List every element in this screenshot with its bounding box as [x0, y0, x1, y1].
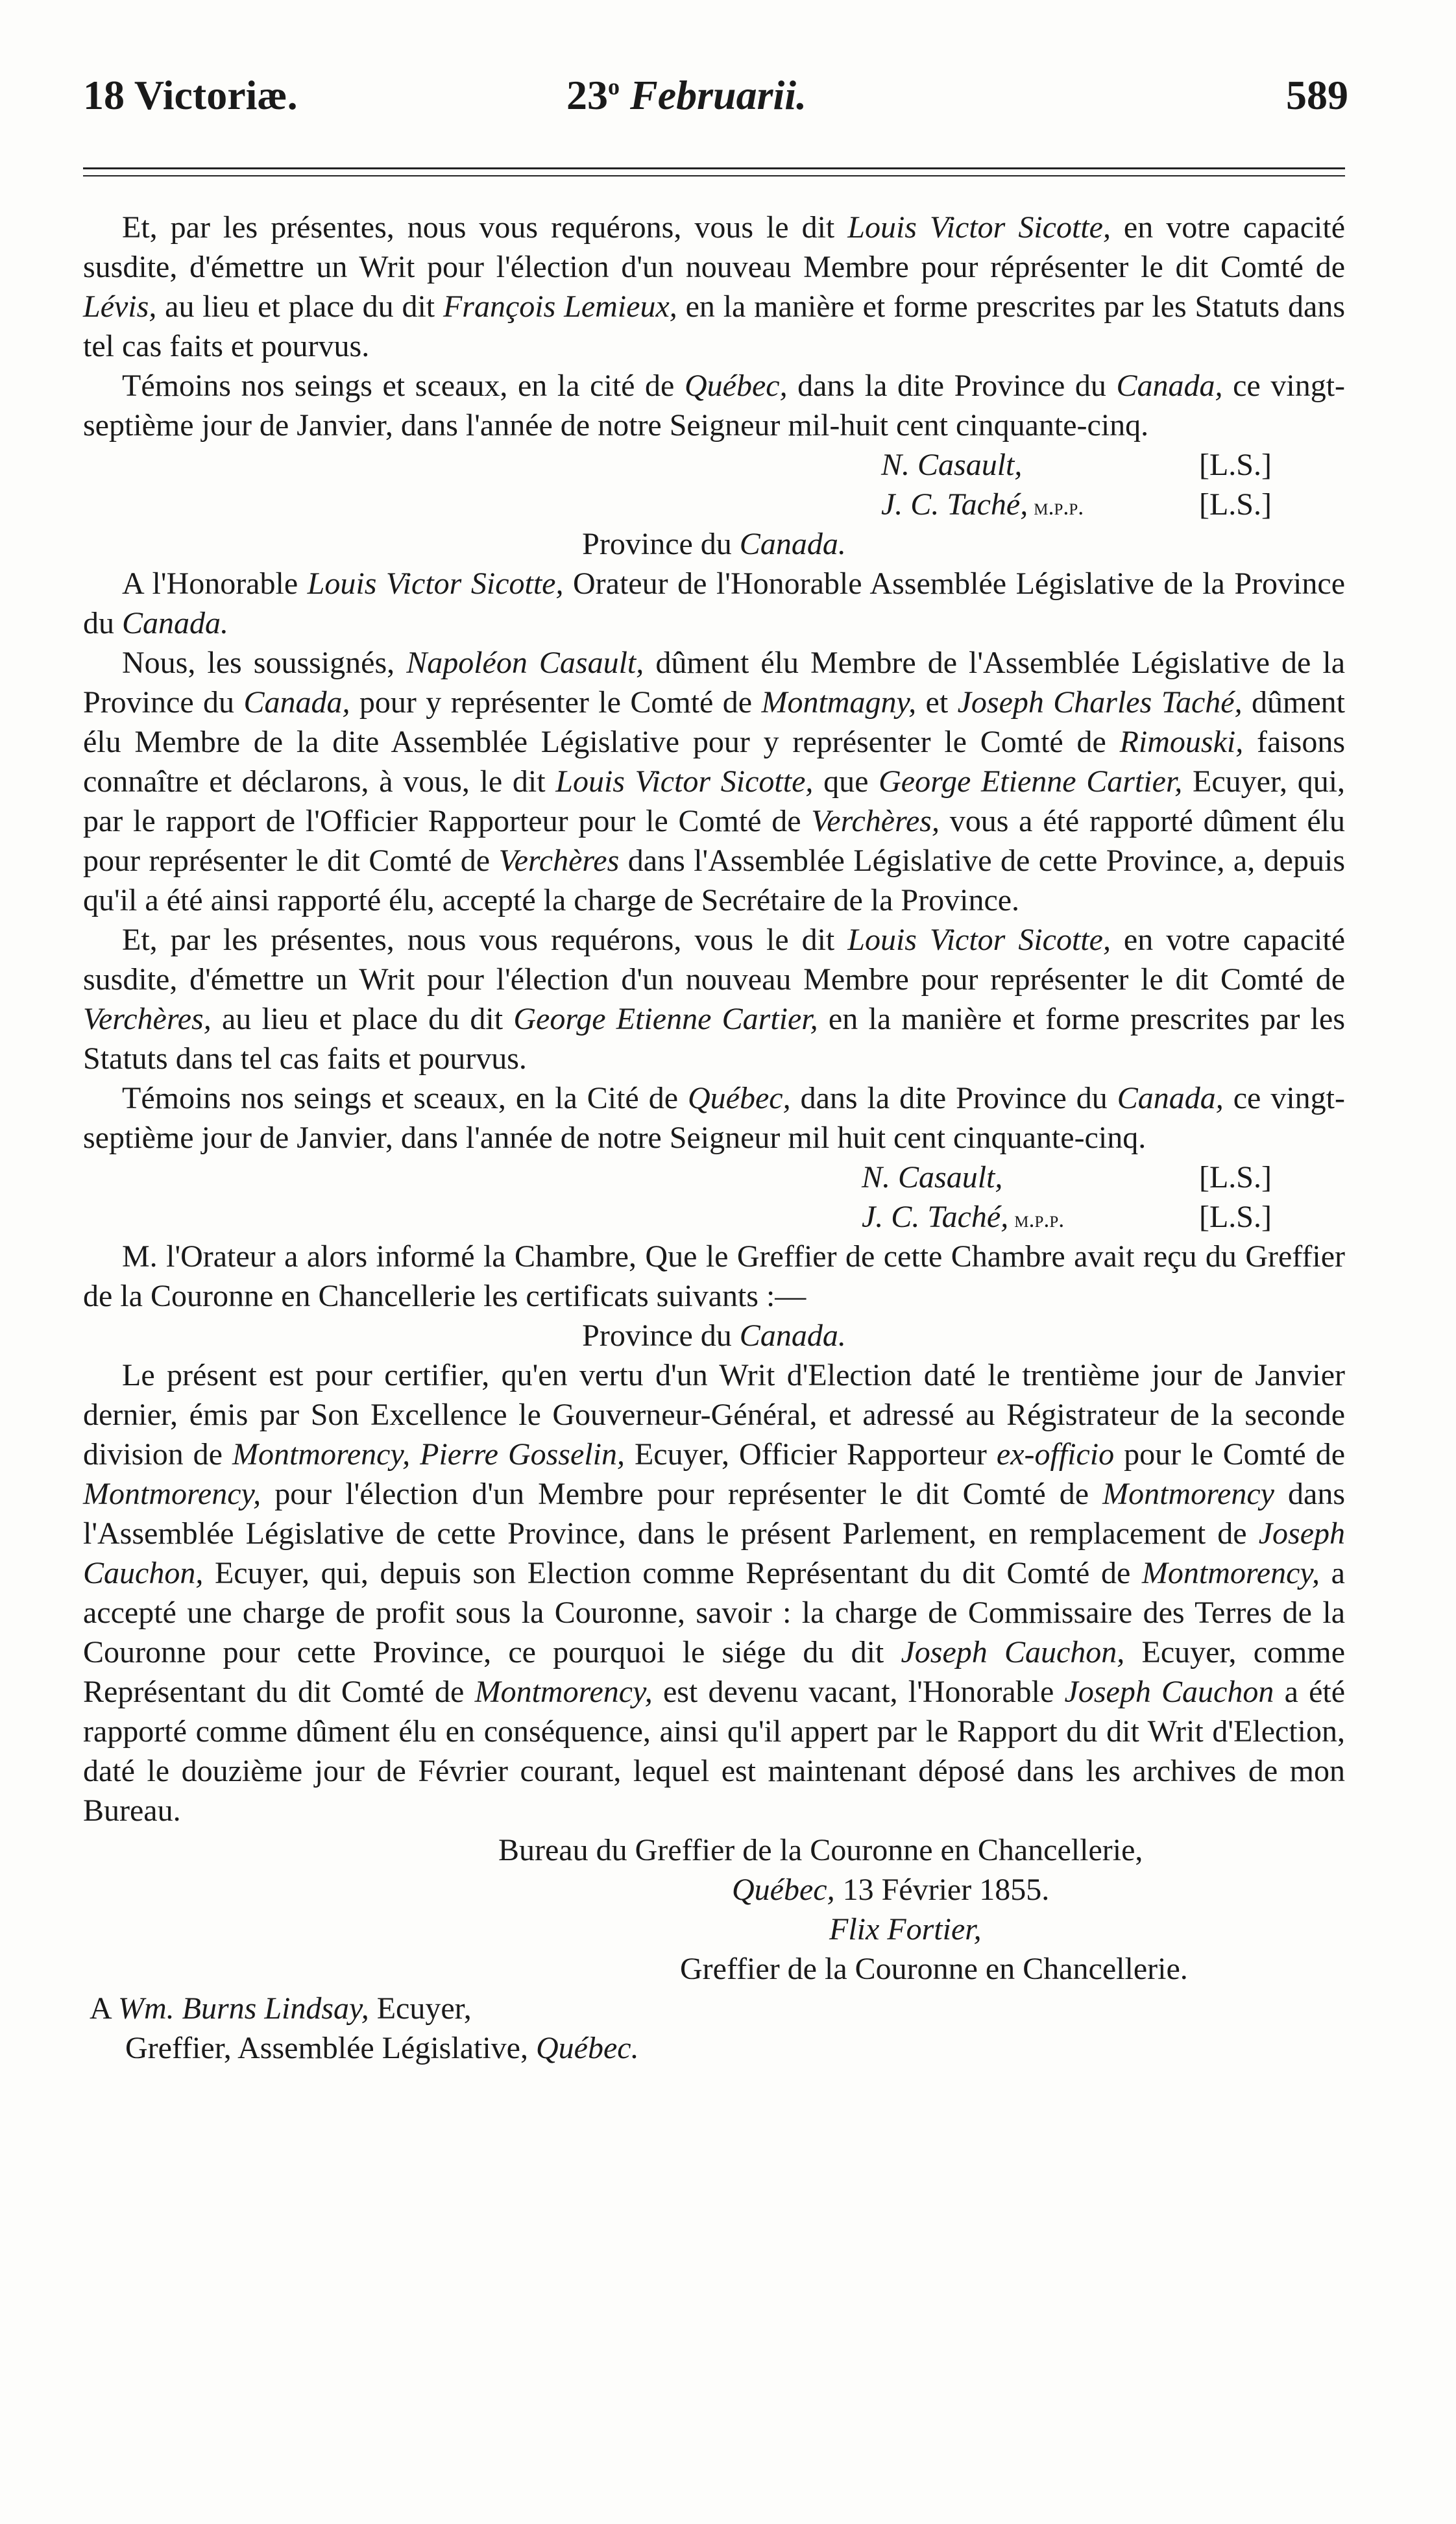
seal-mark: [L.S.] [1199, 487, 1272, 522]
closing-signature: Flix Fortier, [829, 1912, 982, 1947]
address-office: Greffier, Assemblée Législative, Québec. [125, 2031, 639, 2065]
paragraph-address-orateur: A l'Honorable Louis Victor Sicotte, Orateur de l'Honorable Assemblée Législative de la Province du Canada. [83, 566, 1346, 640]
closing-title: Greffier de la Couronne en Chancellerie. [680, 1952, 1188, 1986]
closing-place-date: Québec, 13 Février 1855. [732, 1873, 1050, 1907]
closing-office: Bureau du Greffier de la Couronne en Chancellerie, [498, 1833, 1143, 1867]
signature-name: J. C. Taché, m.p.p. [881, 487, 1084, 522]
signature-name: N. Casault, [881, 448, 1023, 482]
header-date: 23$^o$ Februarii. [566, 72, 807, 118]
signature-block-1 [83, 445, 1345, 524]
signature-name: N. Casault, [862, 1160, 1003, 1195]
paragraph-witness-2: Témoins nos seings et sceaux, en la Cité de Québec, dans la dite Province du Canada, ce vingt-septième jour de Janvier, dans l'année de notre Seigneur mil huit cent cinquante-cinq. [83, 1081, 1346, 1155]
signature-block-2 [83, 1158, 1345, 1237]
address-recipient: A Wm. Burns Lindsay, Ecuyer, [90, 1991, 472, 2026]
closing-block [83, 1830, 1345, 1989]
province-heading-1: Province du Canada. [582, 527, 846, 561]
address-block [83, 1989, 1345, 2068]
header-rule [83, 167, 1345, 169]
page-header [83, 71, 1348, 130]
page-number: 589 [1286, 72, 1348, 118]
header-rule-thin [83, 175, 1345, 176]
document-body [83, 208, 1345, 2068]
seal-mark: [L.S.] [1199, 1200, 1272, 1234]
paragraph-writ-levis: Et, par les présentes, nous vous requérons, vous le dit Louis Victor Sicotte, en votre capacité susdite, d'émettre un Writ pour l'élection d'un nouveau Membre pour réprésenter le dit Comté de Lévis, au lieu et place du dit François Lemieux, en la manière et forme prescrites par les Statuts dans tel cas faits et pourvus. [83, 210, 1346, 363]
seal-mark: [L.S.] [1199, 448, 1272, 482]
paragraph-witness-1: Témoins nos seings et sceaux, en la cité de Québec, dans la dite Province du Canada, ce vingt-septième jour de Janvier, dans l'année de notre Seigneur mil-huit cent cinquante-cinq. [83, 369, 1346, 443]
paragraph-certificate: Le présent est pour certifier, qu'en vertu d'un Writ d'Election daté le trentième jour de Janvier dernier, émis par Son Excellence le Gouverneur-Général, et adressé au Régistrateur de la seconde division de Montmorency, Pierre Gosselin, Ecuyer, Officier Rapporteur ex-officio pour le Comté de Montmorency, pour l'élection d'un Membre pour représenter le dit Comté de Montmorency dans l'Assemblée Législative de cette Province, dans le présent Parlement, en remplacement de Joseph Cauchon, Ecuyer, qui, depuis son Election comme Représentant du dit Comté de Montmorency, a accepté une charge de profit sous la Couronne, savoir : la charge de Commissaire des Terres de la Couronne pour cette Province, ce pourquoi le siége du dit Joseph Cauchon, Ecuyer, comme Représentant du dit Comté de Montmorency, est devenu vacant, l'Honorable Joseph Cauchon a été rapporté comme dûment élu en conséquence, ainsi qu'il appert par le Rapport du dit Writ d'Election, daté le douzième jour de Février courant, lequel est maintenant déposé dans les archives de mon Bureau. [83, 1358, 1346, 1828]
signature-name: J. C. Taché, m.p.p. [862, 1200, 1065, 1234]
seal-mark: [L.S.] [1199, 1160, 1272, 1195]
paragraph-orateur-informe: M. l'Orateur a alors informé la Chambre, Que le Greffier de cette Chambre avait reçu du Greffier de la Couronne en Chancellerie les certificats suivants :— [83, 1239, 1345, 1313]
province-heading-2: Province du Canada. [582, 1318, 846, 1353]
header-regnal-year: 18 Victoriæ. [83, 72, 298, 118]
paragraph-declaration: Nous, les soussignés, Napoléon Casault, dûment élu Membre de l'Assemblée Législative de la Province du Canada, pour y représenter le Comté de Montmagny, et Joseph Charles Taché, dûment élu Membre de la dite Assemblée Législative pour y représenter le Comté de Rimouski, faisons connaître et déclarons, à vous, le dit Louis Victor Sicotte, que George Etienne Cartier, Ecuyer, qui, par le rapport de l'Officier Rapporteur pour le Comté de Verchères, vous a été rapporté dûment élu pour représenter le dit Comté de Verchères dans l'Assemblée Législative de cette Province, a, depuis qu'il a été ainsi rapporté élu, accepté la charge de Secrétaire de la Province. [83, 646, 1346, 917]
paragraph-writ-vercheres: Et, par les présentes, nous vous requérons, vous le dit Louis Victor Sicotte, en votre capacité susdite, d'émettre un Writ pour l'élection d'un nouveau Membre pour représenter le dit Comté de Verchères, au lieu et place du dit George Etienne Cartier, en la manière et forme prescrites par les Statuts dans tel cas faits et pourvus. [83, 923, 1346, 1076]
